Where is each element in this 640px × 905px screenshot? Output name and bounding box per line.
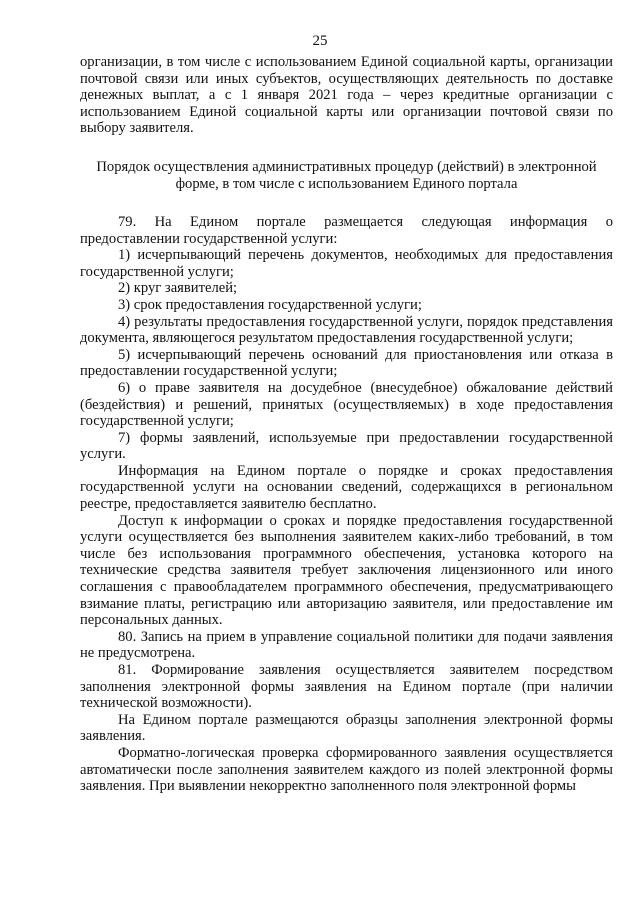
paragraph-format-check: Форматно-логическая проверка сформированного заявления осуществляется автоматически после заполнения заявителем каждого из полей электронной формы заявления. При выявлении некорректно заполненного поля электронной формы (80, 744, 613, 795)
list-item-6: 6) о праве заявителя на досудебное (внесудебное) обжалование действий (бездействия) и решений, принятых (осуществляемых) в ходе предоставления государственной услуги; (80, 379, 613, 430)
list-item-2: 2) круг заявителей; (118, 280, 238, 297)
section-heading-line-1: Порядок осуществления административных процедур (действий) в электронной (96, 158, 597, 175)
page-number: 25 (312, 33, 328, 49)
list-item-5: 5) исчерпывающий перечень оснований для приостановления или отказа в предоставлении государственной услуги; (80, 346, 613, 380)
intro-paragraph: организации, в том числе с использованием Единой социальной карты, организации почтовой связи или иных субъектов, осуществляющих деятельность по доставке денежных выплат, а с 1 января 2021 года – через кредитные организации с использованием Единой социальной карты или организации почтовой связи по выбору заявителя. (80, 54, 613, 137)
section-heading (80, 159, 613, 193)
paragraph-samples: На Едином портале размещаются образцы заполнения электронной формы заявления. (80, 711, 613, 745)
paragraph-access-info: Доступ к информации о сроках и порядке предоставления государственной услуги осуществляется без выполнения заявителем каких-либо требований, в том числе без использования программного обеспечения, установка которого на технические средства заявителя требует заключения лицензионного или иного соглашения с правообладателем программного обеспечения, предусматривающего взимание платы, регистрацию или авторизацию заявителя, или предоставление им персональных данных. (80, 512, 613, 629)
section-heading-line-2: форме, в том числе с использованием Единого портала (175, 175, 518, 192)
paragraph-portal-info: Информация на Едином портале о порядке и сроках предоставления государственной услуги на основании сведений, содержащихся в региональном реестре, предоставляется заявителю бесплатно. (80, 462, 613, 513)
paragraph-80: 80. Запись на прием в управление социальной политики для подачи заявления не предусмотрена. (80, 628, 613, 662)
list-item-3: 3) срок предоставления государственной услуги; (118, 296, 422, 313)
page-body (80, 54, 613, 795)
paragraph-79: 79. На Едином портале размещается следующая информация о предоставлении государственной услуги: (80, 213, 613, 247)
list-item-4: 4) результаты предоставления государственной услуги, порядок представления документа, являющегося результатом предоставления государственной услуги; (80, 313, 613, 347)
list-item-7: 7) формы заявлений, используемые при предоставлении государственной услуги. (80, 429, 613, 463)
list-item-1: 1) исчерпывающий перечень документов, необходимых для предоставления государственной услуги; (80, 247, 613, 280)
paragraph-81: 81. Формирование заявления осуществляется заявителем посредством заполнения электронной формы заявления на Едином портале (при наличии технической возможности). (80, 662, 613, 712)
